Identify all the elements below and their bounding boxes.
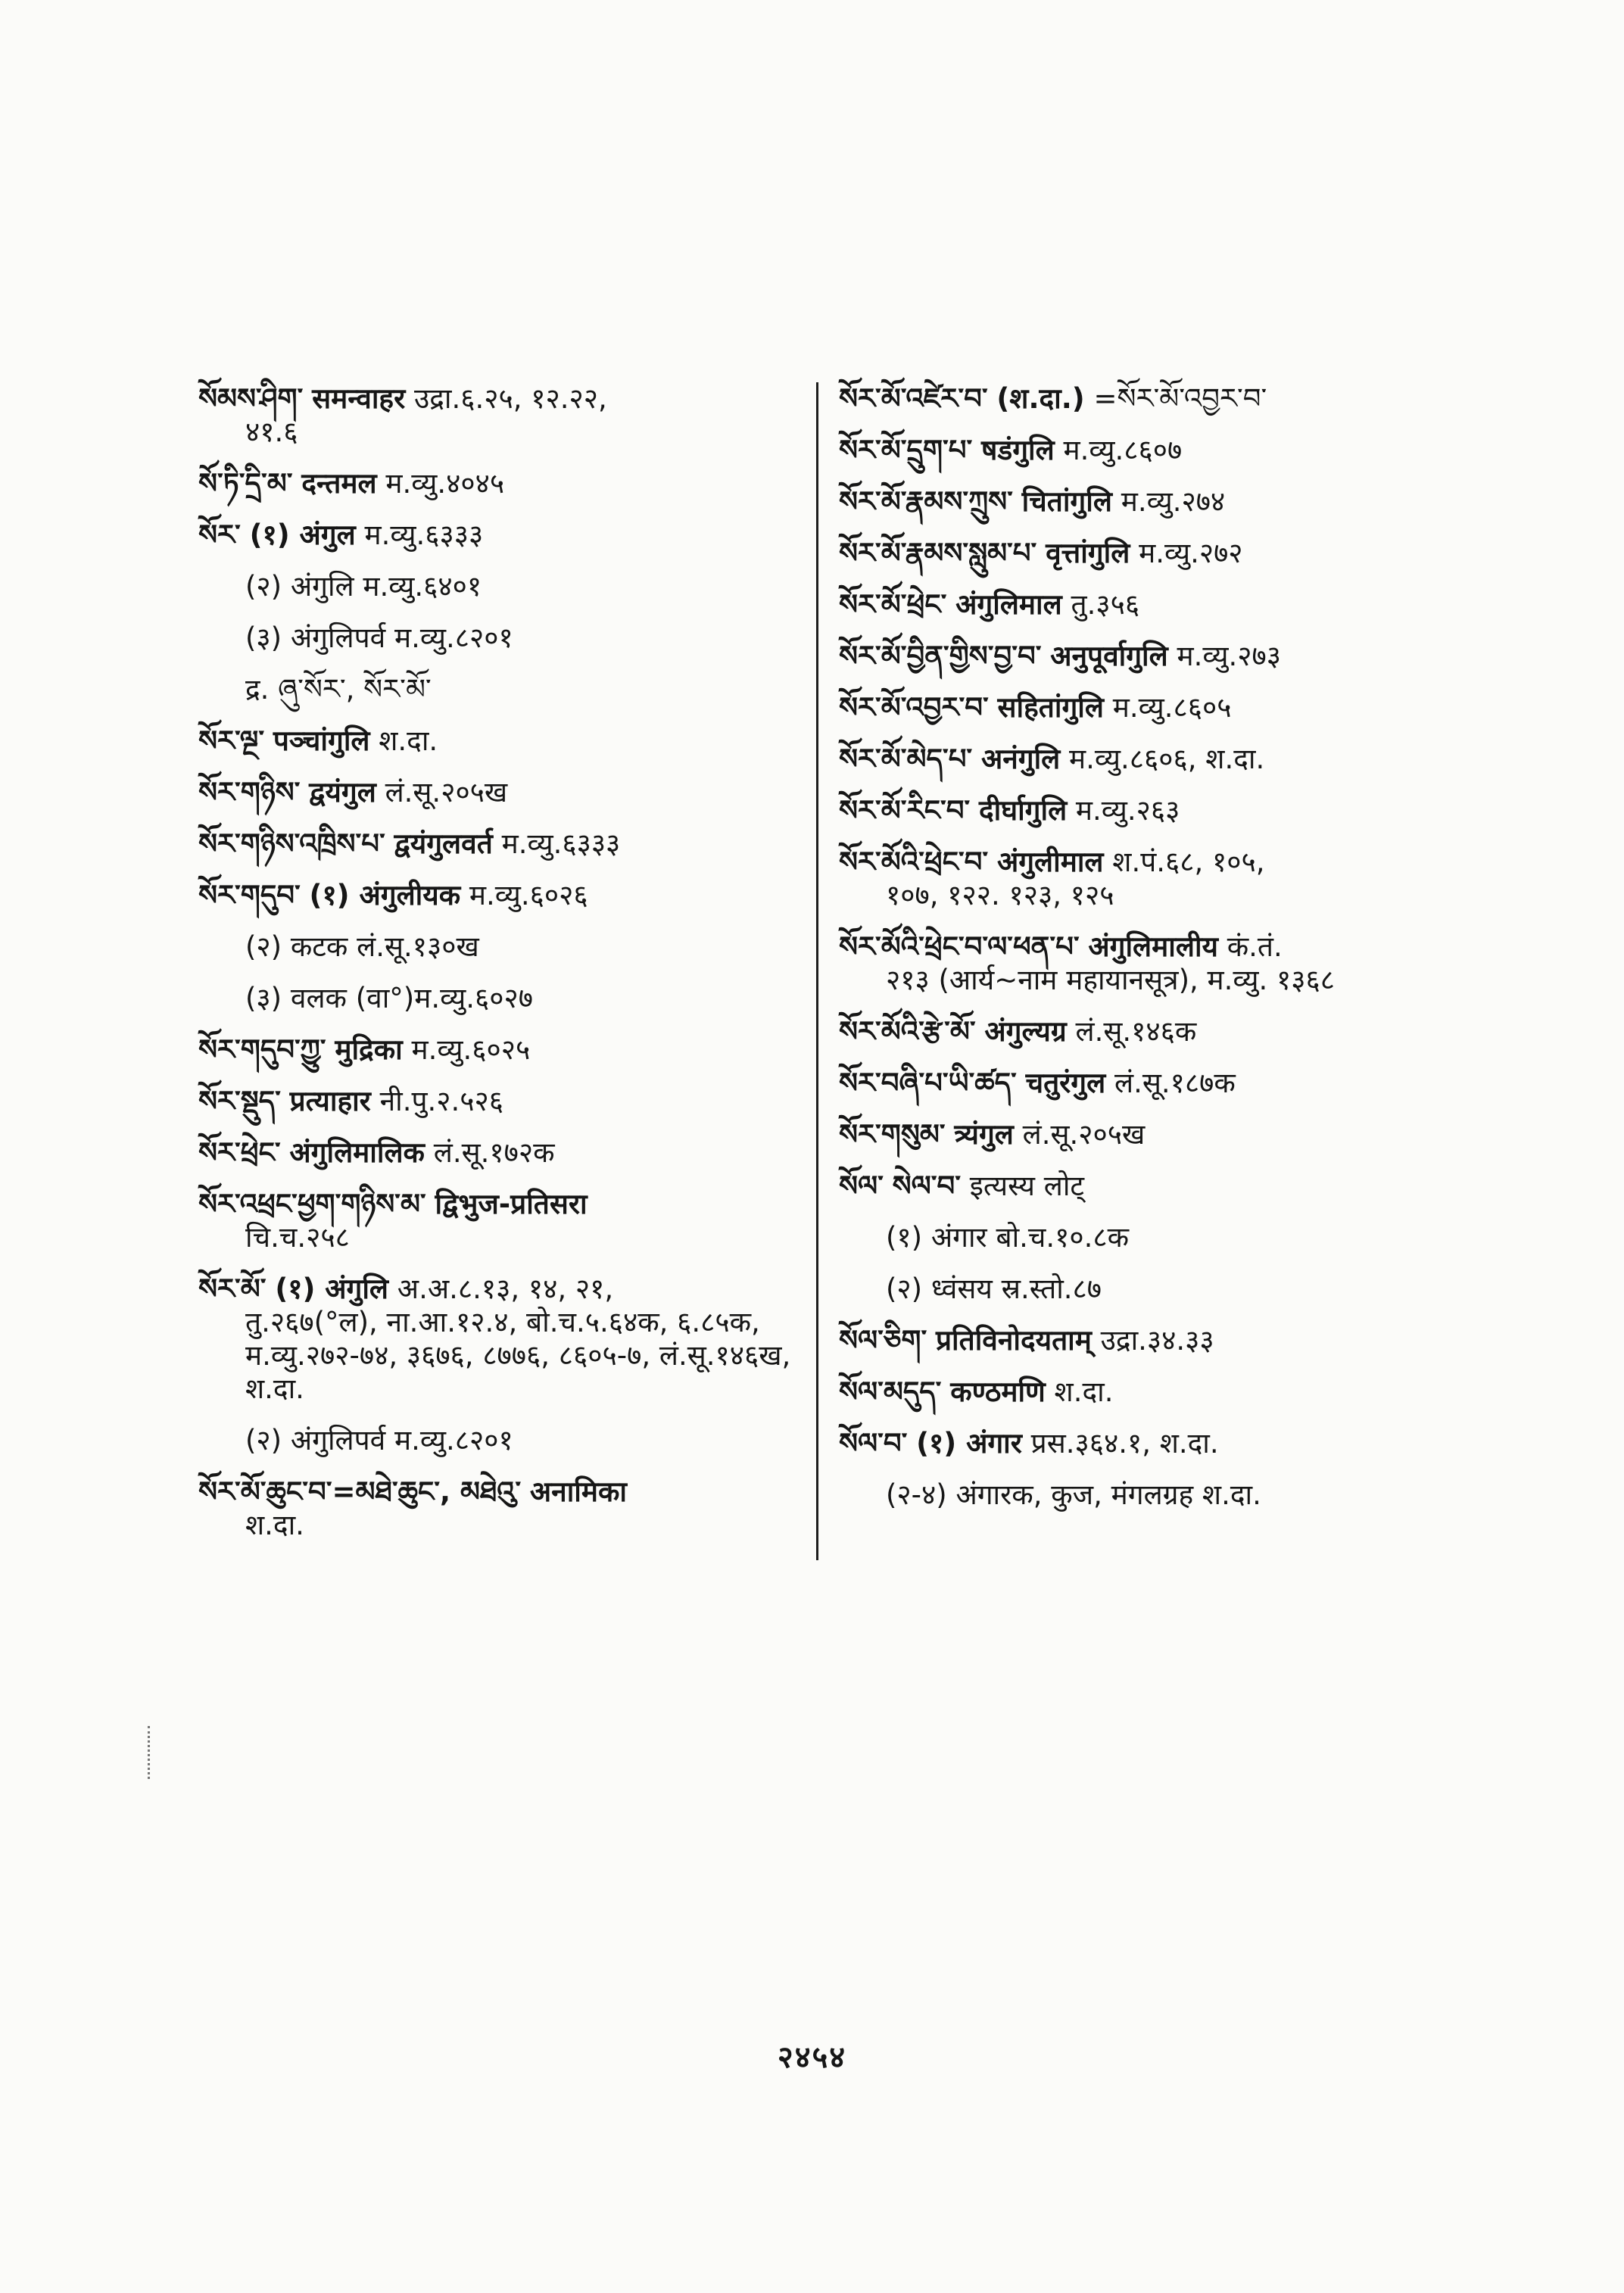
entry-reference: म.व्यु.६०२५ bbox=[411, 1033, 531, 1066]
entry-reference: श.दा. bbox=[379, 724, 438, 757]
entry-reference: म.व्यु.२७२ bbox=[1139, 537, 1243, 569]
entry-headword: སོར་མོའི་རྩེ་མོ་ bbox=[839, 1015, 976, 1048]
entry-headword: སོར་མོ་བྱིན་གྱིས་བྱ་བ་ bbox=[839, 640, 1042, 672]
dictionary-entry bbox=[198, 382, 804, 449]
entry-equivalent: (१) अंगुल bbox=[249, 519, 356, 551]
entry-reference: तु.३५६ bbox=[1071, 588, 1140, 621]
entry-reference: लं.सू.१७२क bbox=[433, 1136, 555, 1169]
dictionary-entry bbox=[839, 1324, 1429, 1357]
entry-headword: སོར་མོ་མེད་པ་ bbox=[839, 743, 973, 775]
entry-reference: म.व्यु.६०२६ bbox=[469, 879, 588, 911]
dictionary-entry bbox=[839, 1118, 1429, 1151]
dictionary-entry bbox=[198, 724, 804, 758]
entry-reference: लं.सू.१४६क bbox=[1075, 1015, 1197, 1048]
entry-reference: =སོར་མོ་འབྱར་བ་ bbox=[1093, 382, 1267, 415]
entry-headword: སོར་སྡུད་ bbox=[198, 1085, 281, 1117]
entry-headword: སོར་མོ་ཕྲེང་ bbox=[839, 588, 947, 621]
entry-continuation: १०७, १२२. १२३, १२५ bbox=[886, 879, 1114, 911]
dictionary-entry bbox=[839, 537, 1429, 570]
entry-reference: अ.अ.८.१३, १४, २१, bbox=[397, 1273, 614, 1305]
entry-headword: སོལ་ཅིག་ bbox=[839, 1324, 927, 1357]
entry-reference: नी.पु.२.५२६ bbox=[379, 1085, 503, 1117]
entry-headword: སོར་གདུབ་ bbox=[198, 879, 301, 911]
entry-reference: श.पं.६८, १०५, bbox=[1112, 846, 1265, 878]
entry-headword: སོམས་ཤིག་ bbox=[198, 382, 304, 415]
entry-sense: (२) ध्वंसय स्र.स्तो.८७ bbox=[886, 1273, 1102, 1305]
entry-headword: སོར་གདུབ་ཀྱུ་ bbox=[198, 1033, 326, 1066]
entry-sense: (२) कटक लं.सू.१३०ख bbox=[245, 930, 479, 963]
entry-sense: (२) अंगुलि म.व्यु.६४०१ bbox=[245, 570, 482, 603]
entry-reference: म.व्यु.२७४ bbox=[1121, 485, 1226, 518]
entry-equivalent: अनंगुलि bbox=[980, 743, 1061, 775]
entry-headword: སོར་མོ་རིང་བ་ bbox=[839, 794, 971, 827]
dictionary-entry bbox=[198, 827, 804, 861]
dictionary-entry bbox=[198, 1273, 804, 1406]
entry-continuation: श.दा. bbox=[245, 1509, 304, 1541]
entry-headword: སོལ་ bbox=[839, 1170, 884, 1202]
entry-equivalent: प्रत्याहार bbox=[289, 1085, 371, 1117]
entry-sense: (२-४) अंगारक, कुज, मंगलग्रह श.दा. bbox=[886, 1478, 1261, 1511]
entry-reference: कं.तं. bbox=[1227, 930, 1283, 963]
entry-continuation: २१३ (आर्य~नाम महायानसूत्र), म.व्यु. १३६८ bbox=[886, 964, 1336, 996]
entry-equivalent: द्वयंगुल bbox=[309, 776, 376, 808]
entry-headword: སོར་བཞི་པ་ཡི་ཚད་ bbox=[839, 1067, 1017, 1099]
dictionary-entry bbox=[198, 1475, 804, 1542]
entry-reference: उद्रा.६.२५, १२.२२, bbox=[413, 382, 607, 415]
entry-headword: སོར་གཉིས་ bbox=[198, 776, 301, 808]
entry-equivalent: अंगुलीमाल bbox=[996, 846, 1104, 878]
entry-headword: སོར་འཕྲང་ཕྱག་གཉིས་མ་ bbox=[198, 1188, 426, 1220]
dictionary-entry bbox=[839, 1067, 1429, 1100]
entry-continuation: तु.२६७(°ल), ना.आ.१२.४, बो.च.५.६४क, ६.८५क, म.व्यु.२७२-७४, ३६७६, ८७७६, ८६०५-७, लं.सू.१४६ख, श.दा. bbox=[245, 1306, 791, 1405]
entry-equivalent: कण्ठमणि bbox=[950, 1375, 1046, 1408]
entry-reference: प्रस.३६४.१, श.दा. bbox=[1030, 1427, 1219, 1460]
dictionary-entry bbox=[839, 382, 1429, 416]
column-divider bbox=[816, 382, 818, 1560]
dictionary-entry bbox=[839, 794, 1429, 827]
entry-reference: लं.सू.२०५ख bbox=[1022, 1118, 1146, 1151]
entry-reference: म.व्यु.६३३३ bbox=[364, 519, 484, 551]
entry-reference: म.व्यु.८६०६, श.दा. bbox=[1069, 743, 1265, 775]
entry-equivalent: द्विभुज-प्रतिसरा bbox=[435, 1188, 588, 1220]
entry-headword: སོར་མོ་རྣམས་སླུམ་པ་ bbox=[839, 537, 1037, 569]
dictionary-entry bbox=[198, 1085, 804, 1118]
entry-equivalent: त्र्यंगुल bbox=[954, 1118, 1014, 1151]
entry-equivalent: अनुपूर्वागुलि bbox=[1050, 640, 1168, 672]
entry-reference: श.दा. bbox=[1054, 1375, 1114, 1408]
entry-equivalent: སེལ་བ་ bbox=[892, 1170, 961, 1202]
entry-sense: (२) अंगुलिपर्व म.व्यु.८२०१ bbox=[245, 1424, 513, 1456]
entry-equivalent: पञ्चांगुलि bbox=[273, 724, 370, 757]
entry-equivalent: चितांगुलि bbox=[1021, 485, 1112, 518]
margin-mark bbox=[148, 1726, 153, 1779]
entry-headword: སོར་གཉིས་འཁྲིས་པ་ bbox=[198, 827, 385, 860]
entry-sense: द्र. ཞུ་སོར་, སོར་མོ་ bbox=[245, 673, 432, 706]
entry-headword: སོར་ལྔ་ bbox=[198, 724, 265, 757]
dictionary-entry bbox=[839, 930, 1429, 997]
entry-sense: (१) अंगार बो.च.१०.८क bbox=[886, 1221, 1130, 1254]
entry-headword: སོར་མོ་ཆུང་བ་=མཐེ་ཆུང་, མཐེའུ་ bbox=[198, 1475, 522, 1508]
entry-equivalent: अंगुलिमालीय bbox=[1088, 930, 1218, 963]
dictionary-entry bbox=[198, 467, 804, 500]
dictionary-entry bbox=[839, 434, 1429, 467]
dictionary-entry bbox=[198, 1033, 804, 1067]
entry-equivalent: वृत्तांगुलि bbox=[1046, 537, 1130, 569]
dictionary-entry bbox=[839, 588, 1429, 622]
right-column bbox=[839, 382, 1429, 1530]
dictionary-entry bbox=[839, 1375, 1429, 1409]
page-number: २४५४ bbox=[777, 2040, 847, 2075]
entry-equivalent: द्वयंगुलवर्त bbox=[394, 827, 493, 860]
dictionary-entry bbox=[839, 485, 1429, 519]
dictionary-entry bbox=[198, 1136, 804, 1170]
entry-equivalent: समन्वाहर bbox=[312, 382, 406, 415]
entry-headword: སོར་མོ་རྣམས་ཀྲུས་ bbox=[839, 485, 1013, 518]
entry-equivalent: सहितांगुलि bbox=[997, 691, 1104, 724]
entry-headword: སོ་ཏི་དྲི་མ་ bbox=[198, 467, 293, 500]
entry-continuation: चि.च.२५८ bbox=[245, 1221, 350, 1254]
entry-equivalent: (श.दा.) bbox=[996, 382, 1085, 415]
entry-reference: म.व्यु.२७३ bbox=[1177, 640, 1281, 672]
entry-equivalent: (१) अंगुलीयक bbox=[309, 879, 461, 911]
entry-equivalent: अंगुल्यग्र bbox=[984, 1015, 1067, 1048]
dictionary-entry bbox=[839, 691, 1429, 724]
entry-continuation: ४१.६ bbox=[245, 416, 298, 448]
entry-headword: སོར་མོ་འཛེར་བ་ bbox=[839, 382, 988, 415]
entry-reference: म.व्यु.२६३ bbox=[1075, 794, 1180, 827]
entry-sense: (३) अंगुलिपर्व म.व्यु.८२०१ bbox=[245, 622, 513, 654]
dictionary-entry bbox=[198, 1188, 804, 1254]
entry-reference: लं.सू.१८७क bbox=[1114, 1067, 1236, 1099]
dictionary-entry bbox=[839, 640, 1429, 673]
entry-headword: སོར་མོ་འབྱར་བ་ bbox=[839, 691, 989, 724]
dictionary-entry bbox=[839, 846, 1429, 912]
entry-equivalent: अंगुलिमालिक bbox=[289, 1136, 425, 1169]
entry-equivalent: दीर्घागुलि bbox=[978, 794, 1068, 827]
dictionary-entry bbox=[839, 1427, 1429, 1460]
entry-headword: སོལ་མདུད་ bbox=[839, 1375, 942, 1408]
dictionary-entry bbox=[839, 743, 1429, 776]
dictionary-entry bbox=[198, 776, 804, 809]
entry-sense: (३) वलक (वा°)म.व्यु.६०२७ bbox=[245, 982, 533, 1014]
entry-equivalent: प्रतिविनोदयताम् bbox=[935, 1324, 1092, 1357]
left-column bbox=[198, 382, 804, 1560]
entry-headword: སོར་ bbox=[198, 519, 241, 551]
entry-reference: म.व्यु.८६०५ bbox=[1112, 691, 1232, 724]
entry-equivalent: षडंगुलि bbox=[981, 434, 1055, 466]
entry-reference: इत्यस्य लोट् bbox=[969, 1170, 1085, 1202]
entry-equivalent: अंगुलिमाल bbox=[955, 588, 1062, 621]
entry-reference: उद्रा.३४.३३ bbox=[1100, 1324, 1214, 1357]
entry-equivalent: मुद्रिका bbox=[335, 1033, 403, 1066]
entry-equivalent: (१) अंगुलि bbox=[275, 1273, 389, 1305]
entry-reference: म.व्यु.८६०७ bbox=[1063, 434, 1183, 466]
entry-reference: म.व्यु.४०४५ bbox=[385, 467, 505, 500]
entry-reference: लं.सू.२०५ख bbox=[385, 776, 508, 808]
entry-headword: སོར་ཕྲེང་ bbox=[198, 1136, 281, 1169]
entry-equivalent: दन्तमल bbox=[301, 467, 377, 500]
entry-headword: སོར་མོ་ bbox=[198, 1273, 267, 1305]
entry-headword: སོར་མོ་དྲུག་པ་ bbox=[839, 434, 973, 466]
entry-equivalent: अनामिका bbox=[529, 1475, 628, 1508]
entry-headword: སོར་གསུམ་ bbox=[839, 1118, 946, 1151]
dictionary-entry bbox=[839, 1170, 1429, 1203]
entry-reference: म.व्यु.६३३३ bbox=[501, 827, 621, 860]
dictionary-entry bbox=[198, 519, 804, 552]
entry-equivalent: चतुरंगुल bbox=[1025, 1067, 1106, 1099]
entry-equivalent: (१) अंगार bbox=[916, 1427, 1022, 1460]
entry-headword: སོར་མོའི་ཕྲེང་བ་ bbox=[839, 846, 989, 878]
dictionary-entry bbox=[198, 879, 804, 912]
entry-headword: སོར་མོའི་ཕྲེང་བ་ལ་ཕན་པ་ bbox=[839, 930, 1080, 963]
dictionary-entry bbox=[839, 1015, 1429, 1048]
entry-headword: སོལ་བ་ bbox=[839, 1427, 908, 1460]
